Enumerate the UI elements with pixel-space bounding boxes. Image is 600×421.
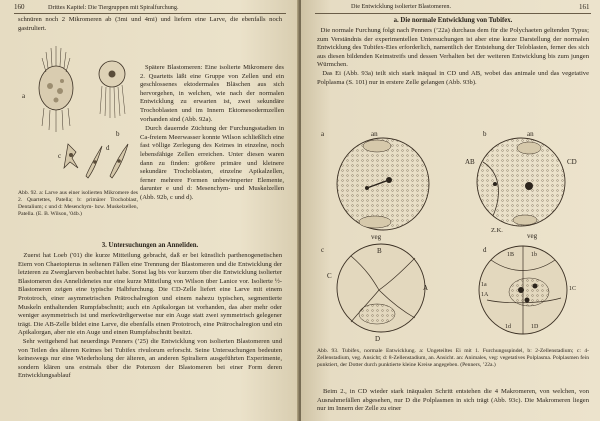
left-intro-text: schnüren noch 2 Mikromeren ab (3mi und 4mi) und liefern eine Larve, die ebenfalls noch gastruliert. bbox=[18, 16, 282, 32]
figure-92a-larva bbox=[39, 46, 73, 132]
fig93-label-an-b: an bbox=[527, 130, 534, 138]
right-bottom-text bbox=[317, 388, 589, 414]
figure-93d-eight-cell bbox=[479, 246, 567, 334]
right-chapter-title: Die Entwicklung isolierter Blastomeren. bbox=[351, 3, 452, 10]
fig93-label-B: B bbox=[377, 247, 382, 255]
figure-92-label-b: b bbox=[116, 130, 120, 138]
fig93-label-1C: 1C bbox=[569, 286, 577, 292]
fig93-label-an: an bbox=[371, 130, 378, 138]
annelid-section-heading: 3. Untersuchungen an Anneliden. bbox=[101, 242, 199, 249]
fig93-label-veg: veg bbox=[371, 233, 382, 241]
spaetere-heading: Spätere Blastomeren: bbox=[144, 64, 203, 71]
figure-92-label-d: d bbox=[106, 144, 110, 152]
fig93-label-1d: 1d bbox=[505, 324, 511, 330]
annelid-section-body: Zuerst hat Loeb ('01) die kurze Mitteilung gebracht, daß er bei künstlich parthenogenetischen Eiern von Chaetopterus in seltenen Fällen eine Trennung der Blastomeren und die Entwicklung der letzteren zu Zwerglarven beobachtet habe. Sonst lag bis vor kurzem über die Entwicklung isolierter Blastomeren des Annelideneies nur eine kurze Mitteilung von Wilson über Lanice vor. Isolierte ½-Blastomeren zeigen eine typische Halbfurchung. Die CD-Zelle liefert eine Larve mit einem Prototroch, einer asymmetrischen Prätrochalregion und einem nahezu typischen, segmentierte Muskeln enthaltenden Rumpfabschnitt; auch ein Apikalorgan ist vorhanden, das aber mehr oder weniger asymmetrisch ist und merkwürdigerweise nur ein Auge statt zwei symmetrisch gelegener trägt. Die AB-Zelle bildet eine Larve, die ebenfalls einen Prototroch, eine Prätrochalregion und ein Apikalorgan, aber nie ein Auge und einen Rumpfabschnitt besitzt. bbox=[18, 252, 283, 337]
spaetere-body: Eine isolierte Mikromere des 2. Quartetts läßt eine Gruppe von Zellen und ein geschlossenes ektodermales Bläschen aus sich hervorgehen, in welchen, wie nach der normalen Entwicklung zu erwarten ist, zwei sekundäre Trochoblasten und im Innern Ektomesodermzellen vorhanden sind (Abb. 92a). bbox=[140, 64, 284, 123]
right-head-rule bbox=[315, 13, 591, 14]
durch-body: Durch dauernde Züchtung der Furchungsstadien in Ca-freiem Meerwasser konnte Wilson schließlich eine fast völlige Zerlegung des Keimes in einzelne, noch lebensfähige Zellen erreichen. Unter diesen waren dann zu finden: größere primäre und kleinere sekundäre Trochoblasten, einzelne Apikalzellen, ferner mehrere Formen unbewimperter Elemente, darunter e und d: Mesenchym- und Muskelzellen (Abb. 92b, c und d). bbox=[140, 125, 284, 201]
tubifex-text-1: Die normale Furchung folgt nach Penners (’22a) durchaus dem für die Polychaeten geltenden Typus; zum Verständnis der experimentellen Untersuchungen ist aber eine kurze Darstellung der normalen Entwicklung des Tubifex-Eies erforderlich, namentlich der Entstehung der Teloblasten, ferner des sich aus diesen bildenden Keimstreifs und dessen Verhalten bei der weiteren Entwicklung bis zum jungen Würmchen. bbox=[317, 27, 590, 69]
fig93-label-AB: AB bbox=[465, 158, 475, 166]
fig93-label-A: A bbox=[423, 284, 429, 292]
fig93-label-c: c bbox=[321, 246, 325, 254]
left-later-blastomeres-text bbox=[140, 64, 284, 203]
figure-93-drawings bbox=[315, 128, 591, 344]
figure-92b-trochoblast bbox=[99, 61, 125, 118]
tubifex-text-2: Das Ei (Abb. 93a) teilt sich stark inäqual in CD und AB, wobei das animale und das vegetative Polplasma (S. 101) nur in erstere Zelle gelangen (Abb. 93b). bbox=[317, 69, 589, 86]
fig93-label-1B: 1B bbox=[507, 252, 515, 258]
figure-93-caption: Abb. 93. Tubifex, normale Entwicklung. a: Ungeteiltes Ei mit 1. Furchungsspindel, b: 2-Zellenstadium; c: 4-Zellenstadium, veg. Ansicht; d: 8-Zellenstadium, an. Ansicht. an: Animales, veg: vegetatives Polplasma. Polplasmen fein punktiert, der Dotter durch punktierte kleine Kreise angegeben. (Penners, ’22a.) bbox=[317, 348, 589, 368]
fig93-label-d: d bbox=[483, 246, 487, 254]
fig93-label-veg-b: veg bbox=[527, 232, 538, 240]
figure-93c-four-cell bbox=[337, 244, 425, 332]
fig93-label-1b: 1b bbox=[531, 252, 537, 258]
figure-92-drawings bbox=[16, 36, 134, 188]
right-page bbox=[301, 0, 600, 421]
left-page-number: 160 bbox=[14, 3, 25, 11]
figure-92-caption: Abb. 92. a: Larve aus einer isolierten Mikromere des 2. Quartettes, Patella; b: primärer Trochoblast, Dentalium; c und d: Mesenchym- bzw. Muskelzellen, Patella. (E. B. Wilson, '04b.) bbox=[18, 190, 138, 217]
fig93-label-ZK: Z.K. bbox=[491, 227, 503, 234]
annelid-final-body: Sehr weitgehend hat neuerdings Penners (’25) die Entwicklung von isolierten Blastomeren und von Teilen des älteren Keimes bei Tubifex rivulorum erforscht. Seine Untersuchungen bedeuten keineswegs nur eine Wiederholung der älteren, an anderen Spiraliern ausgeführten Experimente, sondern klären uns erstmals über die Potenzen der Blastomeren bei einer Form deren Entwicklungsablauf bbox=[18, 337, 282, 380]
fig93-label-b: b bbox=[483, 130, 487, 138]
fig93-label-a: a bbox=[321, 130, 325, 138]
figure-92c-mesenchyme bbox=[64, 144, 78, 168]
figure-92-label-c: c bbox=[58, 152, 62, 160]
tubifex-text-3: Beim 2., in CD wieder stark inäqualen Schritt entstehen die 4 Makromeren, von welchen, von Ausnahmefällen abgesehen, nur D die Polplasmen in sich trägt (Abb. 93c). Die Makromeren liegen nur im Innern der Zelle zu einer bbox=[317, 388, 589, 413]
figure-92-label-a: a bbox=[22, 92, 26, 100]
fig93-label-1a: 1a bbox=[481, 282, 487, 288]
left-head-rule bbox=[14, 13, 286, 14]
fig93-label-CD: CD bbox=[567, 158, 577, 166]
figure-93b-two-cell bbox=[477, 138, 565, 226]
fig93-label-C: C bbox=[327, 272, 332, 280]
right-running-head bbox=[351, 3, 451, 10]
fig93-label-1D: 1D bbox=[531, 324, 539, 330]
left-chapter-title: Drittes Kapitel: Die Tiergruppen mit Spiralfurchung. bbox=[48, 4, 179, 11]
fig93-label-D: D bbox=[375, 335, 381, 343]
right-page-number: 161 bbox=[579, 3, 590, 11]
figure-93a-egg bbox=[337, 138, 429, 230]
annelid-section-text bbox=[18, 252, 282, 381]
right-top-text bbox=[317, 27, 589, 87]
left-page bbox=[0, 0, 299, 421]
fig93-label-1A: 1A bbox=[481, 292, 489, 298]
left-running-head bbox=[14, 3, 179, 11]
tubifex-heading: a. Die normale Entwicklung von Tubifex. bbox=[393, 17, 513, 24]
